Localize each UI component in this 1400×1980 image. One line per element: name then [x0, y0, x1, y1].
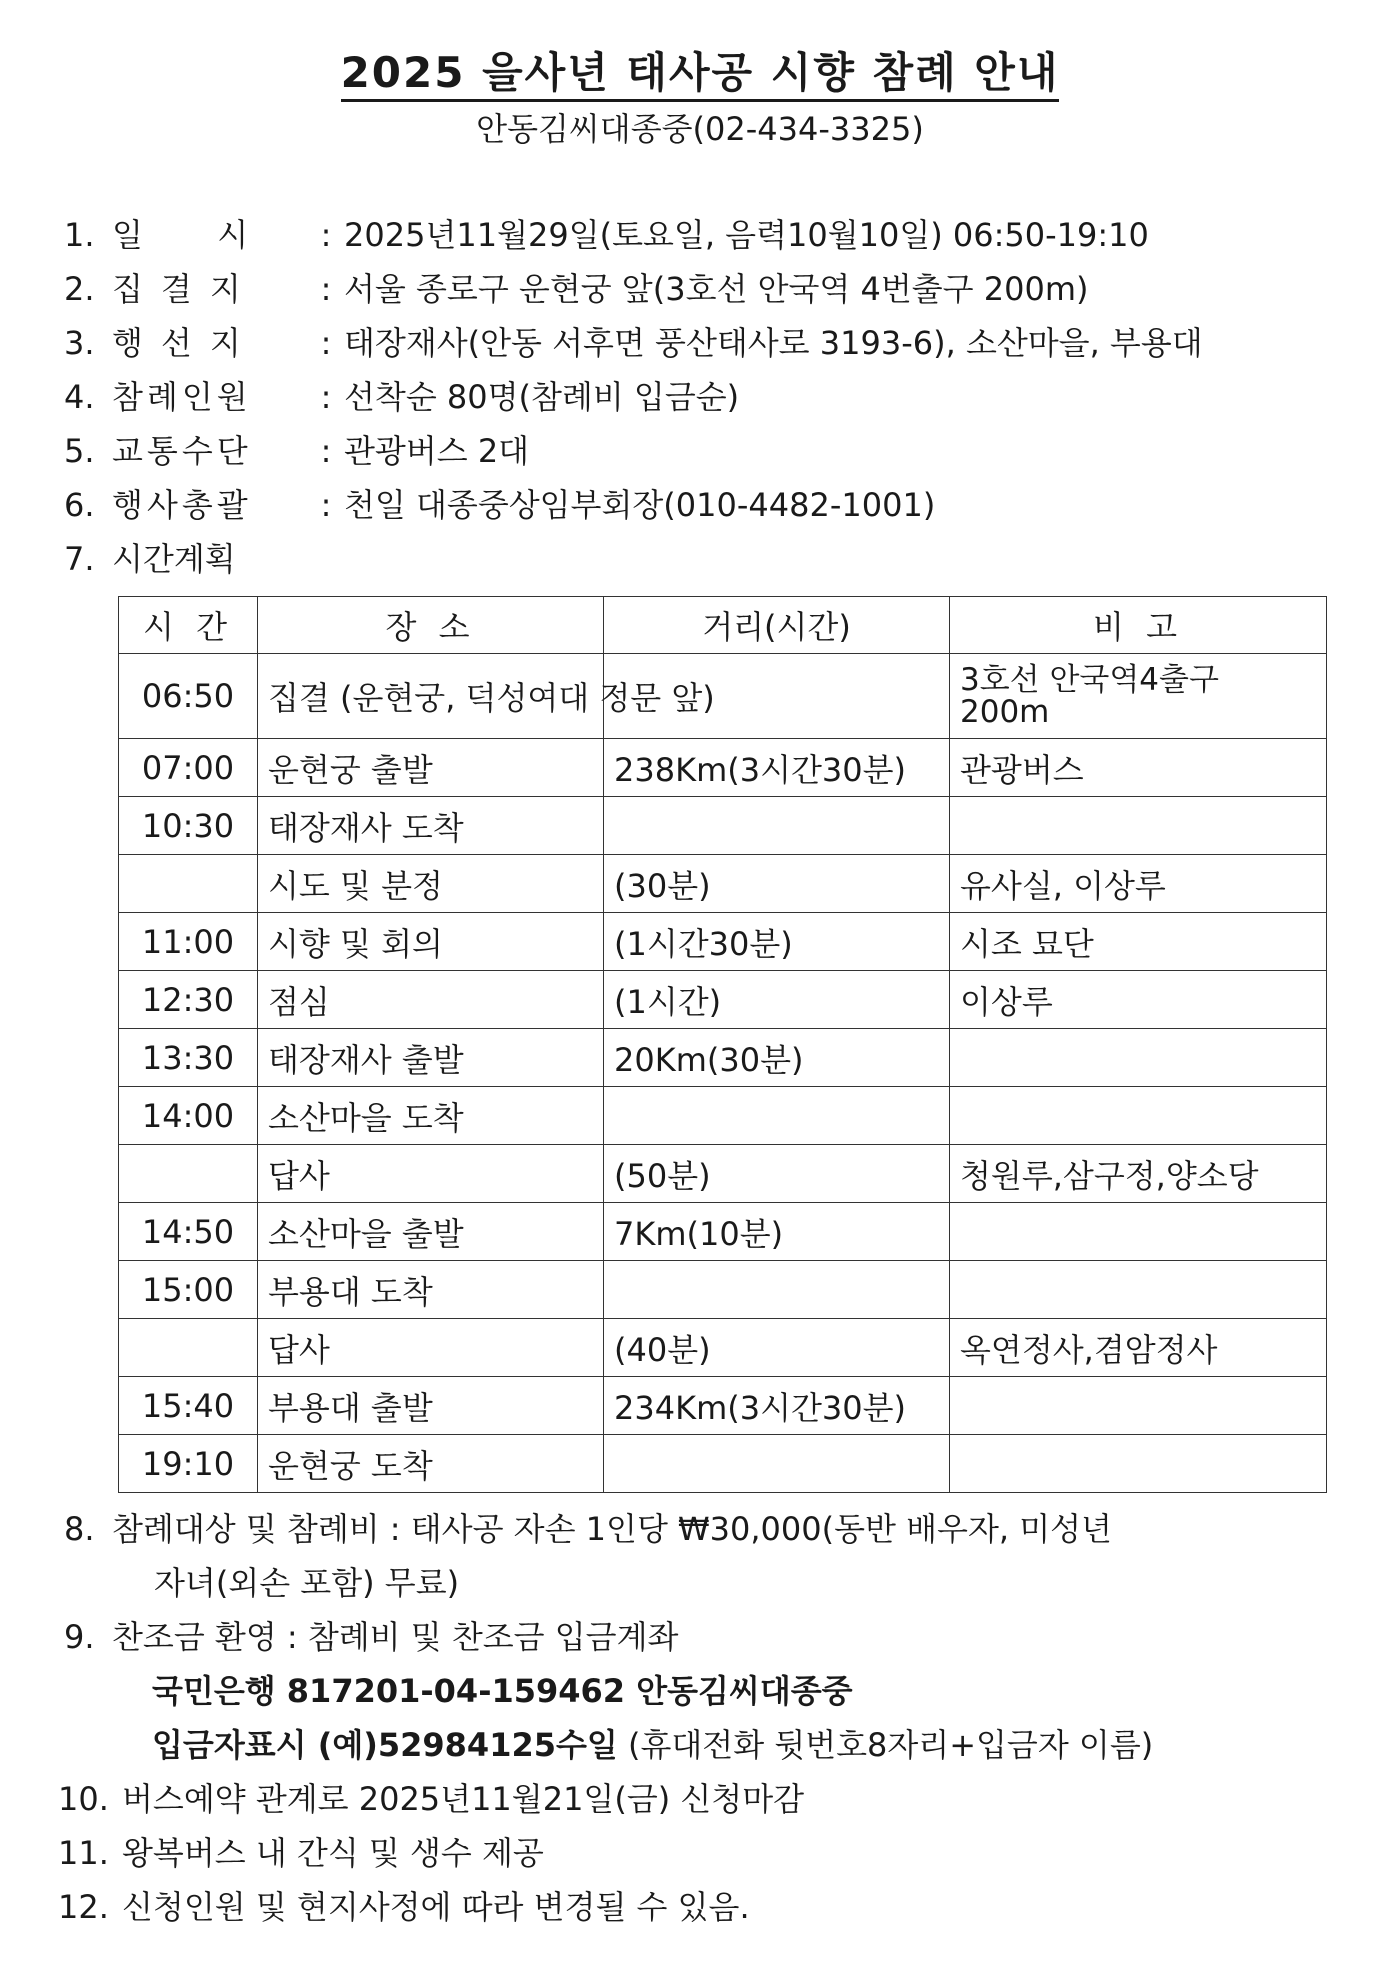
schedule-row: [119, 1203, 1327, 1261]
item-colon: :: [320, 324, 332, 362]
page-title-text: 2025 을사년 태사공 시향 참례 안내: [341, 48, 1060, 102]
schedule-place-cell: 태장재사 도착: [258, 797, 604, 855]
schedule-note-cell: 시조 묘단: [950, 913, 1327, 971]
info-item-timetable-heading: [64, 532, 1354, 586]
schedule-distance-cell: [604, 1261, 950, 1319]
schedule-note-cell: [950, 1029, 1327, 1087]
item-number: 10.: [58, 1780, 109, 1818]
schedule-note-cell: 유사실, 이상루: [950, 855, 1327, 913]
schedule-time-cell: 15:40: [119, 1377, 258, 1435]
schedule-place-cell: 부용대 도착: [258, 1261, 604, 1319]
schedule-table: [118, 596, 1327, 1493]
schedule-distance-cell: 7Km(10분): [604, 1203, 950, 1261]
info-item-notice: [58, 1880, 1364, 1934]
schedule-time-cell: 15:00: [119, 1261, 258, 1319]
schedule-time-cell: 14:00: [119, 1087, 258, 1145]
schedule-time-cell: [119, 855, 258, 913]
page-subtitle: 안동김씨대종중(02-434-3325): [476, 110, 924, 148]
schedule-row: [119, 1029, 1327, 1087]
item-label: 시간계획: [112, 540, 236, 578]
schedule-time-cell: 06:50: [119, 654, 258, 739]
depositor-example: 입금자표시 (예)52984125수일: [152, 1726, 618, 1764]
bank-account: 국민은행 817201-04-159462 안동김씨대종중: [152, 1672, 853, 1710]
schedule-distance-cell: (40분): [604, 1319, 950, 1377]
depositor-instruction: [64, 1718, 1364, 1772]
schedule-row: [119, 971, 1327, 1029]
schedule-distance-cell: (50분): [604, 1145, 950, 1203]
schedule-time-cell: 19:10: [119, 1435, 258, 1493]
schedule-place-cell: 답사: [258, 1319, 604, 1377]
schedule-place-cell: 부용대 출발: [258, 1377, 604, 1435]
schedule-time-cell: [119, 1145, 258, 1203]
schedule-distance-cell: (30분): [604, 855, 950, 913]
item-colon: :: [320, 432, 332, 470]
page-title: [0, 40, 1400, 100]
header-note: 비 고: [950, 597, 1327, 654]
schedule-note-cell: 3호선 안국역4출구 200m: [950, 654, 1327, 739]
schedule-distance-cell: (1시간): [604, 971, 950, 1029]
item-number: 7.: [64, 540, 95, 578]
schedule-time-cell: 10:30: [119, 797, 258, 855]
header-time: 시 간: [119, 597, 258, 654]
schedule-time-cell: 11:00: [119, 913, 258, 971]
schedule-distance-cell: [604, 797, 950, 855]
schedule-row: [119, 1087, 1327, 1145]
schedule-note-cell: [950, 797, 1327, 855]
schedule-distance-cell: (1시간30분): [604, 913, 950, 971]
item-colon: :: [320, 216, 332, 254]
item-label: 일 시: [112, 216, 267, 254]
schedule-time-cell: 14:50: [119, 1203, 258, 1261]
schedule-distance-cell: 238Km(3시간30분): [604, 739, 950, 797]
schedule-row: [119, 855, 1327, 913]
schedule-row: [119, 654, 1327, 739]
item-text: 왕복버스 내 간식 및 생수 제공: [122, 1834, 544, 1872]
info-item-date: [64, 208, 1354, 262]
schedule-time-cell: 13:30: [119, 1029, 258, 1087]
schedule-header-row: [119, 597, 1327, 654]
info-item-organizer: [64, 478, 1354, 532]
item-colon: :: [320, 270, 332, 308]
schedule-place-cell: 점심: [258, 971, 604, 1029]
schedule-distance-cell: [604, 1087, 950, 1145]
item-label: 교통수단: [112, 432, 252, 470]
schedule-row: [119, 1261, 1327, 1319]
schedule-place-cell: 운현궁 출발: [258, 739, 604, 797]
item-number: 3.: [64, 324, 95, 362]
schedule-row: [119, 1435, 1327, 1493]
info-item-meeting-place: [64, 262, 1354, 316]
schedule-place-cell: 답사: [258, 1145, 604, 1203]
schedule-place-cell: 소산마을 도착: [258, 1087, 604, 1145]
info-item-donation: [64, 1610, 1364, 1664]
item-text: 신청인원 및 현지사정에 따라 변경될 수 있음.: [122, 1888, 750, 1926]
item-label: 참례인원: [112, 378, 252, 416]
schedule-place-cell: 태장재사 출발: [258, 1029, 604, 1087]
schedule-time-cell: 07:00: [119, 739, 258, 797]
item-label: 행선지: [112, 324, 259, 362]
item-value: 선착순 80명(참례비 입금순): [344, 378, 740, 416]
schedule-time-cell: [119, 1319, 258, 1377]
schedule-note-cell: 이상루: [950, 971, 1327, 1029]
item-value: 천일 대종중상임부회장(010-4482-1001): [344, 486, 936, 524]
item-number: 9.: [64, 1618, 95, 1656]
item-text: 찬조금 환영 : 참례비 및 찬조금 입금계좌: [112, 1618, 679, 1656]
info-item-transport: [64, 424, 1354, 478]
item-number: 6.: [64, 486, 95, 524]
schedule-note-cell: [950, 1377, 1327, 1435]
schedule-distance-cell: 20Km(30분): [604, 1029, 950, 1087]
item-number: 11.: [58, 1834, 109, 1872]
schedule-place-cell: 소산마을 출발: [258, 1203, 604, 1261]
item-number: 5.: [64, 432, 95, 470]
info-item-fee-continued: 자녀(외손 포함) 무료): [154, 1564, 460, 1602]
item-value: 서울 종로구 운현궁 앞(3호선 안국역 4번출구 200m): [344, 270, 1089, 308]
item-colon: :: [320, 486, 332, 524]
schedule-row: [119, 913, 1327, 971]
item-number: 8.: [64, 1510, 95, 1548]
schedule-place-cell: 집결 (운현궁, 덕성여대 정문 앞): [258, 654, 604, 739]
item-label: 행사총괄: [112, 486, 252, 524]
item-value: 태장재사(안동 서후면 풍산태사로 3193-6), 소산마을, 부용대: [344, 324, 1203, 362]
item-value: 관광버스 2대: [344, 432, 530, 470]
schedule-time-cell: 12:30: [119, 971, 258, 1029]
schedule-row: [119, 1377, 1327, 1435]
item-text: 참례대상 및 참례비 : 태사공 자손 1인당 ₩30,000(동반 배우자, 미성년: [112, 1510, 1112, 1548]
item-value: 2025년11월29일(토요일, 음력10월10일) 06:50-19:10: [344, 216, 1149, 254]
schedule-note-cell: 청원루,삼구정,양소당: [950, 1145, 1327, 1203]
schedule-row: [119, 739, 1327, 797]
info-item-destination: [64, 316, 1354, 370]
schedule-body: [119, 654, 1327, 1493]
schedule-distance-cell: 234Km(3시간30분): [604, 1377, 950, 1435]
info-item-deadline: [58, 1772, 1364, 1826]
item-number: 1.: [64, 216, 95, 254]
schedule-row: [119, 1145, 1327, 1203]
info-list: [64, 208, 1354, 586]
header-place: 장 소: [258, 597, 604, 654]
schedule-distance-cell: [604, 1435, 950, 1493]
info-list-continued: [58, 1502, 1364, 1934]
info-item-attendees: [64, 370, 1354, 424]
schedule-place-cell: 운현궁 도착: [258, 1435, 604, 1493]
schedule-note-cell: [950, 1435, 1327, 1493]
schedule-row: [119, 1319, 1327, 1377]
depositor-note: (휴대전화 뒷번호8자리+입금자 이름): [617, 1726, 1154, 1764]
item-text: 버스예약 관계로 2025년11월21일(금) 신청마감: [122, 1780, 805, 1818]
item-label: 집결지: [112, 270, 259, 308]
info-item-fee: [64, 1502, 1364, 1556]
schedule-note-cell: 관광버스: [950, 739, 1327, 797]
item-colon: :: [320, 378, 332, 416]
header-distance: 거리(시간): [604, 597, 950, 654]
schedule-note-cell: [950, 1203, 1327, 1261]
schedule-row: [119, 797, 1327, 855]
item-number: 12.: [58, 1888, 109, 1926]
schedule-note-cell: [950, 1087, 1327, 1145]
info-item-snacks: [58, 1826, 1364, 1880]
item-number: 2.: [64, 270, 95, 308]
schedule-note-cell: 옥연정사,겸암정사: [950, 1319, 1327, 1377]
schedule-note-cell: [950, 1261, 1327, 1319]
schedule-place-cell: 시도 및 분정: [258, 855, 604, 913]
schedule-place-cell: 시향 및 회의: [258, 913, 604, 971]
item-number: 4.: [64, 378, 95, 416]
